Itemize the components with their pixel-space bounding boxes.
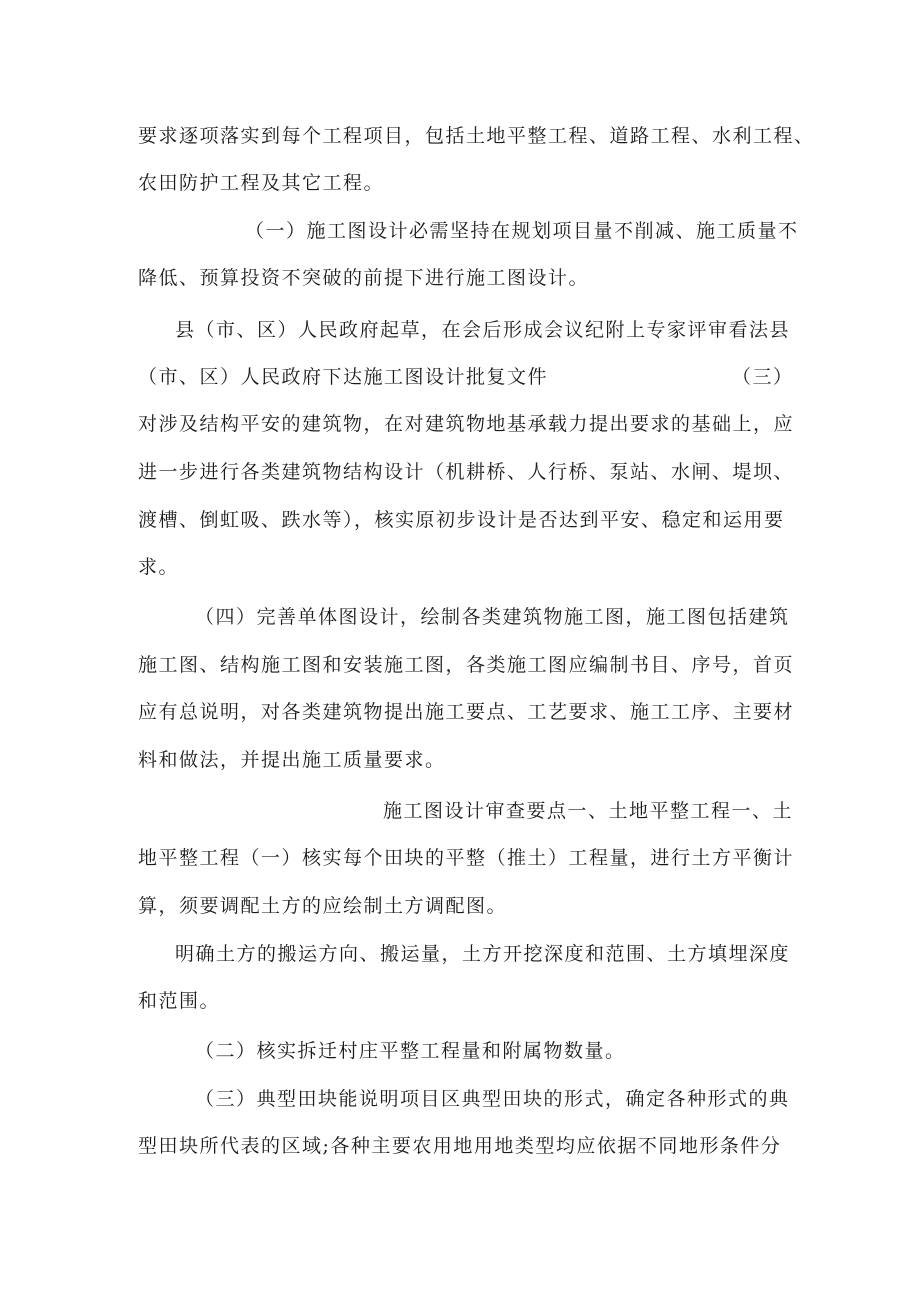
text-line: （市、区）人民政府下达施工图设计批复文件 [138,366,549,388]
text-line: 进一步进行各类建筑物结构设计（机耕桥、人行桥、泵站、水闸、堤坝、 [138,461,795,483]
text-line: （二）核实拆迁村庄平整工程量和附属物数量。 [195,1040,626,1062]
text-line: 应有总说明，对各类建筑物提出施工要点、工艺要求、施工工序、主要材 [138,701,795,723]
text-line: 型田块所代表的区域;各种主要农用地用地类型均应依据不同地形条件分 [138,1135,782,1157]
text-line: （三）典型田块能说明项目区典型田块的形式，确定各种形式的典 [195,1088,790,1110]
text-line: 渡槽、倒虹吸、跌水等），核实原初步设计是否达到平安、稳定和运用要 [138,509,785,531]
text-line: 农田防护工程及其它工程。 [138,172,385,194]
text-line: 对涉及结构平安的建筑物，在对建筑物地基承载力提出要求的基础上，应 [138,413,795,435]
text-line: 和范围。 [138,990,221,1012]
text-line: （一）施工图设计必需坚持在规划项目量不削减、施工质量不 [245,220,799,242]
text-line: （三） [732,366,794,388]
text-line: 地平整工程（一）核实每个田块的平整（推土）工程量，进行土方平衡计 [138,847,795,869]
text-line: 施工图设计审查要点一、土地平整工程一、土 [383,800,794,822]
text-line: 县（市、区）人民政府起草，在会后形成会议纪附上专家评审看法县 [175,319,791,341]
text-line: 算，须要调配土方的应绘制土方调配图。 [138,895,508,917]
text-line: 要求逐项落实到每个工程项目，包括土地平整工程、道路工程、水利工程、 [138,125,815,147]
text-line: 施工图、结构施工图和安装施工图，各类施工图应编制书目、序号，首页 [138,654,795,676]
text-line: 明确土方的搬运方向、搬运量，土方开挖深度和范围、土方填埋深度 [175,943,791,965]
text-line: （四）完善单体图设计，绘制各类建筑物施工图，施工图包括建筑 [195,606,790,628]
text-line: 料和做法，并提出施工质量要求。 [138,749,446,771]
text-line: 降低、预算投资不突破的前提下进行施工图设计。 [138,267,590,289]
text-line: 求。 [138,556,180,578]
